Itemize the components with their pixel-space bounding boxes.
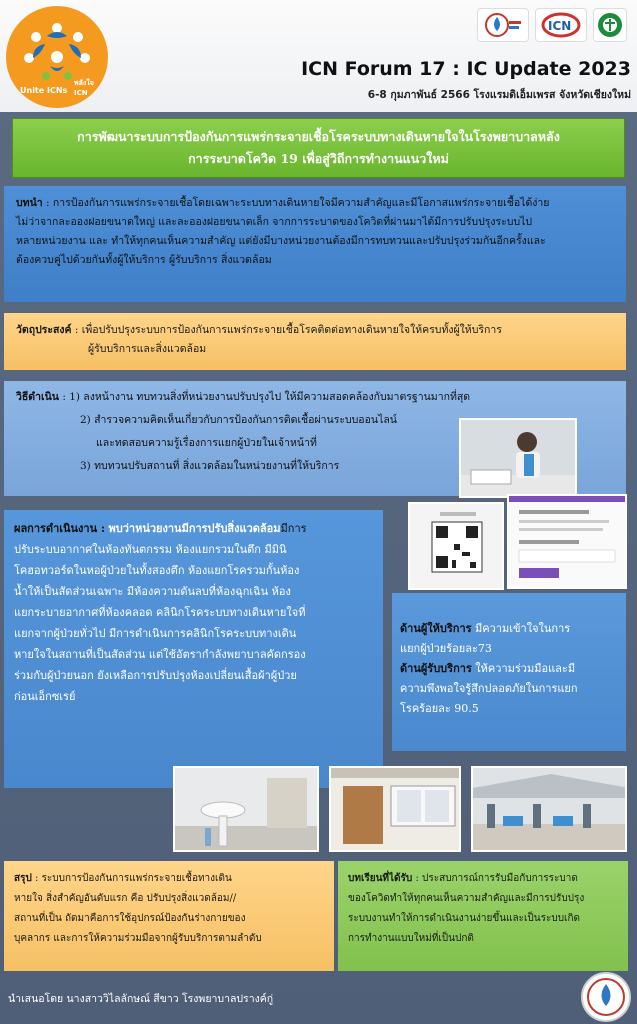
partner-logos xyxy=(477,8,627,42)
receiver-label: ด้านผู้รับบริการ xyxy=(400,662,472,675)
hand-wash-sink-image xyxy=(175,768,319,852)
intro-line-2: ไม่ว่าจากละอองฝอยขนาดใหญ่ และละอองฝอยขนาดเล็ก จากการระบาดของโควิดที่ผ่านมาได้มีการปรับปรุงระบบไป xyxy=(16,216,533,228)
method-label: วิธีดำเนิน xyxy=(16,391,59,403)
staff-working-image xyxy=(461,420,577,498)
conclusion-line-1: : ระบบการป้องกันการแพร่กระจายเชื้อทางเดิน xyxy=(35,873,232,884)
hospital-logo-icon xyxy=(583,974,629,1020)
unite-icn-logo xyxy=(6,6,108,108)
receiver-line-2: ความพึงพอใจรู้สึกปลอดภัยในการแยก xyxy=(400,682,578,695)
survey-form-image xyxy=(509,496,627,589)
intro-line-3: หลายหน่วยงาน และ ทำให้ทุกคนเห็นความสำคัญ แต่ยังมีบางหน่วยงานต้องมีการทบทวนและปรับปรุงร่วมกันอีกครั้งและ xyxy=(16,235,546,247)
clinic-photo xyxy=(471,766,627,852)
header xyxy=(0,0,637,112)
method-item-2-cont: และทดสอบความรู้เรื่องการแยกผู้ป่วยในเจ้าหน้าที่ xyxy=(96,437,317,449)
lessons-label: บทเรียนที่ได้รับ xyxy=(348,873,413,884)
results-line-2: ปรับระบบอากาศในห้องทันตกรรม ห้องแยกรวมในตึก มีมินิ xyxy=(14,543,287,556)
intro-line-4: ต้องควบคู่ไปด้วยกันทั้งผู้ให้บริการ ผู้รับบริการ สิ่งแวดล้อม xyxy=(16,254,272,266)
lessons-line-1: : ประสบการณ์การรับมือกับการระบาด xyxy=(415,873,578,884)
lessons-line-4: การทำงานแบบใหม่ที่เป็นปกติ xyxy=(348,933,474,944)
lessons-section xyxy=(338,861,628,971)
results-line-9: ก่อนเอ็กซเรย์ xyxy=(14,690,76,703)
method-item-2: 2) สำรวจความคิดเห็นเกี่ยวกับการป้องกันการติดเชื้อผ่านระบบออนไลน์ xyxy=(80,414,397,426)
conclusion-section xyxy=(4,861,334,971)
intro-section xyxy=(4,186,626,302)
logo-caption-bottom: Unite ICNs xyxy=(20,86,68,95)
receiver-line-3: โรคร้อยละ 90.5 xyxy=(400,702,479,715)
results-line-5: แยกระบายอากาศที่ห้องคลอด คลินิกโรคระบบทางเดินหายใจที่ xyxy=(14,606,306,619)
lessons-line-3: ระบบงานทำให้การดำเนินงานง่ายขึ้นและเป็นระบบเกิด xyxy=(348,913,581,924)
intro-label: บทนำ xyxy=(16,197,43,209)
event-subtitle: 6-8 กุมภาพันธ์ 2566 โรงแรมดิเอ็มเพรส จังหวัดเชียงใหม่ xyxy=(367,89,631,101)
results-line-7: หายใจในสถานที่เป็นสัดส่วน แต่ใช้อัตรากำลังพยาบาลคัดกรอง xyxy=(14,648,306,661)
provider-text: มีความเข้าใจในการ xyxy=(471,622,571,635)
objective-line-1: : เพื่อปรับปรุงระบบการป้องกันการแพร่กระจายเชื้อโรคติดต่อทางเดินหายใจให้ครบทั้งผู้ให้บริการ xyxy=(74,324,502,336)
qr-code-photo xyxy=(408,502,504,590)
poster-title xyxy=(12,118,625,178)
results-line-6: แยกจากผู้ป่วยทั่วไป มีการดำเนินการคลินิกโรคระบบทางเดิน xyxy=(14,627,297,640)
objective-section xyxy=(4,313,626,370)
sink-photo xyxy=(173,766,319,852)
icn-q-logo xyxy=(535,8,587,42)
logo-caption-side: พลังใจ ICN xyxy=(74,79,94,97)
ministry-emblem-icon xyxy=(596,11,624,39)
outdoor-clinic-image xyxy=(473,768,627,852)
conclusion-line-4: บุคลากร และการให้ความร่วมมือจากผู้รับบริการตามลำดับ xyxy=(14,933,262,944)
icn-thai-logo xyxy=(477,8,529,42)
results-line-8: ร่วมกับผู้ป่วยนอก ยังเหลือการปรับปรุงห้องเปลี่ยนเสื้อผ้าผู้ป่วย xyxy=(14,669,297,682)
isolation-room-image xyxy=(331,768,461,852)
intro-line-1: : การป้องกันการแพร่กระจายเชื้อโดยเฉพาะระบบทางเดินหายใจมีความสำคัญและมีโอกาสแพร่กระจายเชื้อได้ง่าย xyxy=(46,197,550,209)
conclusion-line-2: หายใจ สิ่งสำคัญอันดับแรก คือ ปรับปรุงสิ่งแวดล้อม// xyxy=(14,893,237,904)
event-title: ICN Forum 17 : IC Update 2023 xyxy=(301,58,631,80)
lessons-line-2: ของโควิดทำให้ทุกคนเห็นความสำคัญและมีการปรับปรุง xyxy=(348,893,585,904)
objective-line-2: ผู้รับบริการและสิ่งแวดล้อม xyxy=(88,343,207,355)
title-line-1: การพัฒนาระบบการป้องกันการแพร่กระจายเชื้อโรคระบบทางเดินหายใจในโรงพยาบาลหลัง xyxy=(77,129,560,144)
room-photo xyxy=(329,766,461,852)
provider-label: ด้านผู้ให้บริการ xyxy=(400,622,472,635)
results-section xyxy=(4,510,383,788)
svg-text:ICN: ICN xyxy=(548,19,572,33)
ministry-logo xyxy=(593,8,627,42)
icn-q-icon xyxy=(539,11,583,39)
drop-icon xyxy=(483,11,523,39)
conclusion-label: สรุป xyxy=(14,873,32,884)
results-line-3: โคฮอทวอร์ดในหอผู้ป่วยในทั้งสองตึก ห้องแยกโรครวมกั้นห้อง xyxy=(14,564,300,577)
method-item-3: 3) ทบทวนปรับสถานที่ สิ่งแวดล้อมในหน่วยงานที่ให้บริการ xyxy=(80,460,340,472)
provider-line-2: แยกผู้ป่วยร้อยละ73 xyxy=(400,642,492,655)
staff-photo xyxy=(459,418,577,498)
results-label: ผลการดำเนินงาน : xyxy=(14,522,106,535)
results-line-4: น้ำให้เป็นสัดส่วนเฉพาะ มีห้องความดันลบที่ห้องฉุกเฉิน ห้อง xyxy=(14,585,291,598)
stats-section xyxy=(392,593,626,751)
method-item-1: : 1) ลงหน้างาน ทบทวนสิ่งที่หน่วยงานปรับปรุงไป ให้มีความสอดคล้องกับมาตรฐานมากที่สุด xyxy=(62,391,471,403)
footer-logo xyxy=(581,972,631,1022)
receiver-text: ให้ความร่วมมือและมี xyxy=(471,662,576,675)
results-line-1: มีการ xyxy=(280,522,307,535)
presenter-credit: นำเสนอโดย นางสาววิไลลักษณ์ สีขาว โรงพยาบาลปรางค์กู่ xyxy=(8,993,274,1005)
online-survey-photo xyxy=(507,494,627,589)
results-highlight: พบว่าหน่วยงานมีการปรับสิ่งแวดล้อม xyxy=(108,522,281,535)
qr-code-icon xyxy=(410,504,504,590)
title-line-2: การระบาดโควิด 19 เพื่อสู่วิถีการทำงานแนวใหม่ xyxy=(188,151,449,166)
objective-label: วัตถุประสงค์ xyxy=(16,324,72,336)
conclusion-line-3: สถานที่เป็น ถัดมาคือการใช้อุปกรณ์ป้องกันร่างกายของ xyxy=(14,913,246,924)
